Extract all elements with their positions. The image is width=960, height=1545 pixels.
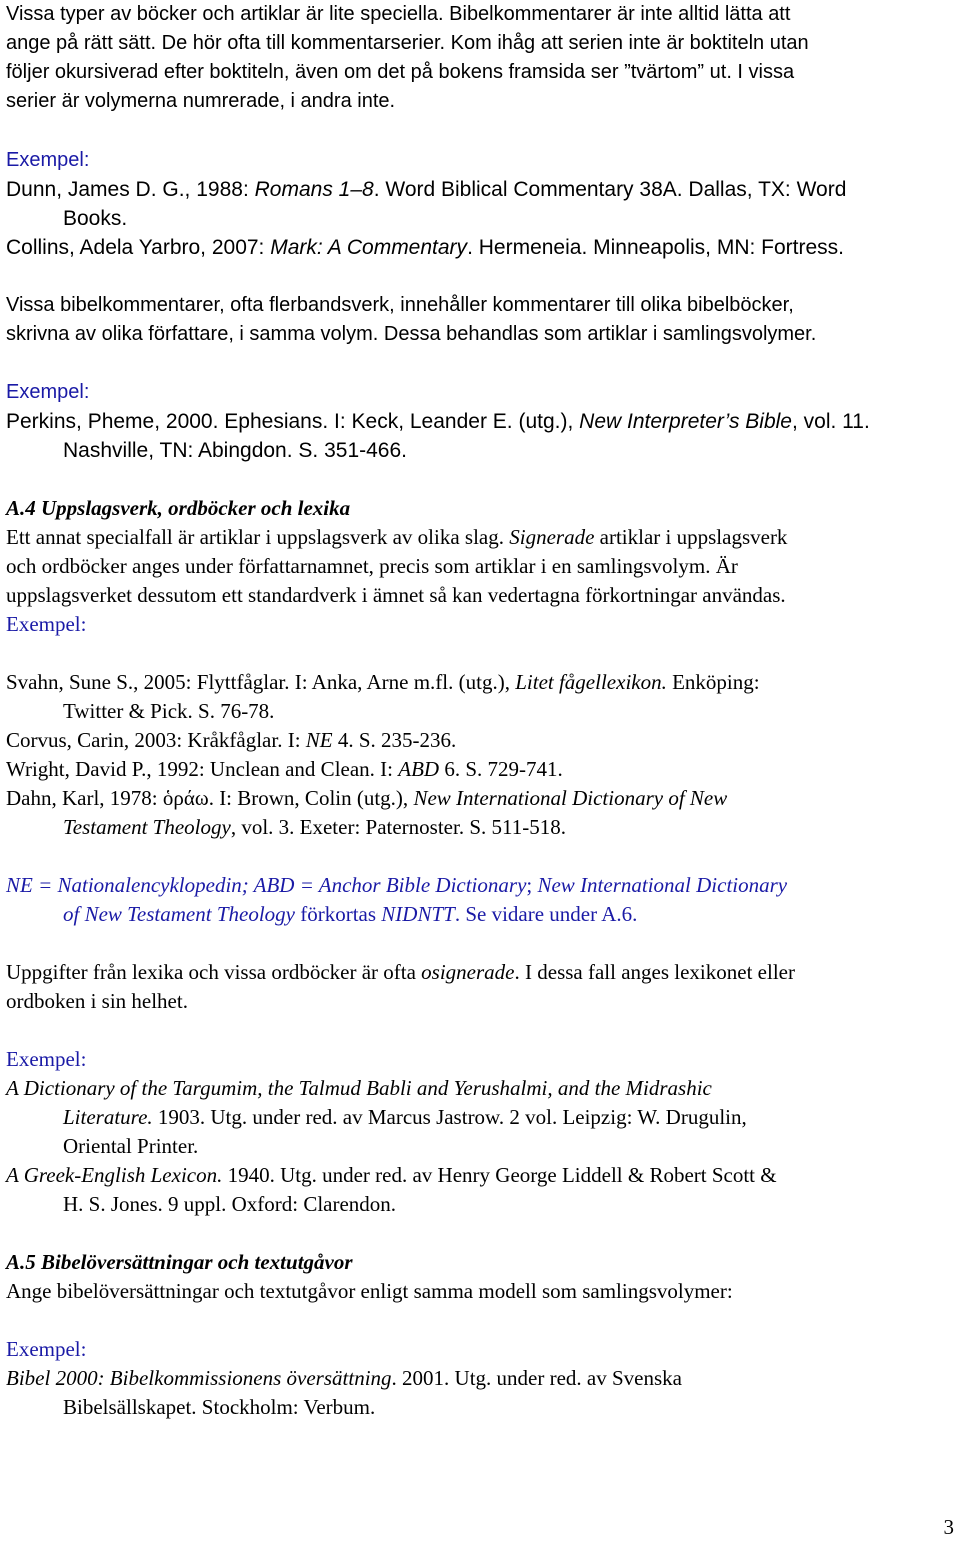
abbr-text: förkortas [294, 902, 382, 926]
reference-jastrow [6, 1074, 954, 1161]
paragraph-line: skrivna av olika författare, i samma volym. Dessa behandlas som artiklar i samlingsvolymer. [6, 323, 817, 345]
intro-line: Vissa typer av böcker och artiklar är lite speciella. Bibelkommentarer är inte alltid lätta att [6, 3, 791, 25]
ref-text: 6. S. 729-741. [439, 757, 563, 781]
ref-text: 1903. Utg. under red. av Marcus Jastrow. 2 vol. Leipzig: W. Drugulin, [152, 1105, 747, 1129]
ref-text: Nashville, TN: Abingdon. S. 351-466. [63, 439, 407, 462]
text: . I dessa fall anges lexikonet eller [514, 960, 795, 984]
ref-title: Literature. [63, 1105, 153, 1129]
ref-text: Books. [63, 207, 128, 230]
section-a5-paragraph: Ange bibelöversättningar och textutgåvor enligt samma modell som samlingsvolymer: [6, 1279, 733, 1303]
reference-wright [6, 755, 954, 784]
abbr-text: NE = Nationalencyklopedin; ABD = Anchor Bible Dictionary [6, 873, 527, 897]
ref-text: . Hermeneia. Minneapolis, MN: Fortress. [467, 236, 845, 259]
ref-title: NE [305, 728, 333, 752]
abbreviation-note [6, 871, 954, 929]
intro-line: serier är volymerna numrerade, i andra inte. [6, 90, 396, 112]
abbr-text: NIDNTT [381, 902, 455, 926]
ref-text: 1940. Utg. under red. av Henry George Liddell & Robert Scott & [222, 1163, 777, 1187]
reference-dunn [6, 175, 954, 233]
ref-text: Oriental Printer. [63, 1134, 199, 1158]
ref-title: Testament Theology [63, 815, 231, 839]
reference-lsj [6, 1161, 954, 1219]
paragraph-2 [6, 291, 954, 349]
reference-bibel2000 [6, 1364, 954, 1422]
ref-text: . Word Biblical Commentary 38A. Dallas, TX: Word [373, 178, 847, 201]
ref-text: , vol. 11. [791, 410, 870, 433]
reference-svahn [6, 668, 954, 726]
paragraph-line: och ordböcker anges under författarnamnet, precis som artiklar i en samlingsvolym. Är [6, 554, 738, 578]
intro-paragraph [6, 0, 954, 116]
ref-text: Wright, David P., 1992: Unclean and Clean. I: [6, 757, 399, 781]
ref-text: Perkins, Pheme, 2000. Ephesians. I: Keck, Leander E. (utg.), [6, 410, 580, 433]
text: Ett annat specialfall är artiklar i uppslagsverk av olika slag. [6, 525, 510, 549]
ref-text: Enköping: [666, 670, 760, 694]
ref-text: Corvus, Carin, 2003: Kråkfåglar. I: [6, 728, 306, 752]
page-number: 3 [943, 1515, 954, 1539]
abbr-text: ; [526, 873, 538, 897]
ref-title: A Dictionary of the Targumim, the Talmud Babli and Yerushalmi, and the Midrashic [6, 1076, 712, 1100]
ref-text: Twitter & Pick. S. 76-78. [63, 699, 275, 723]
section-a4-paragraph [6, 523, 954, 610]
ref-text: . 2001. Utg. under red. av Svenska [391, 1366, 682, 1390]
ref-text: , vol. 3. Exeter: Paternoster. S. 511-518. [230, 815, 566, 839]
ref-text: Dunn, James D. G., 1988: [6, 178, 255, 201]
text: artiklar i uppslagsverk [594, 525, 788, 549]
paragraph-line [6, 958, 954, 987]
text-italic: Signerade [509, 525, 595, 549]
text: Uppgifter från lexika och vissa ordböcker är ofta [6, 960, 422, 984]
section-heading-a5: A.5 Bibelöversättningar och textutgåvor [6, 1250, 353, 1274]
ref-text: Svahn, Sune S., 2005: Flyttfåglar. I: Anka, Arne m.fl. (utg.), [6, 670, 516, 694]
ref-title: Bibel 2000: Bibelkommissionens översättning [6, 1366, 392, 1390]
ref-title: New International Dictionary of New [413, 786, 728, 810]
ref-text: 4. S. 235-236. [332, 728, 457, 752]
ref-title: A Greek-English Lexicon. [6, 1163, 223, 1187]
reference-collins [6, 233, 954, 262]
ref-text: H. S. Jones. 9 uppl. Oxford: Clarendon. [63, 1192, 397, 1216]
paragraph-line: uppslagsverket dessutom ett standardverk i ämnet så kan vedertagna förkortningar användas. [6, 583, 786, 607]
ref-text: Dahn, Karl, 1978: ὁράω. I: Brown, Colin (utg.), [6, 786, 414, 810]
abbr-text: of New Testament Theology [63, 902, 295, 926]
reference-dahn [6, 784, 954, 842]
reference-perkins [6, 407, 954, 465]
abbr-text: . Se vidare under A.6. [454, 902, 638, 926]
paragraph-line [6, 523, 954, 552]
paragraph-line: ordboken i sin helhet. [6, 989, 188, 1013]
paragraph-3 [6, 958, 954, 1016]
example-label: Exempel: [6, 612, 87, 636]
ref-text: Bibelsällskapet. Stockholm: Verbum. [63, 1395, 376, 1419]
ref-text: Collins, Adela Yarbro, 2007: [6, 236, 271, 259]
ref-title: Romans 1–8 [254, 178, 374, 201]
ref-title: ABD [398, 757, 440, 781]
example-label: Exempel: [6, 149, 90, 171]
ref-title: Litet fågellexikon. [515, 670, 667, 694]
reference-corvus [6, 726, 954, 755]
intro-line: följer okursiverad efter boktiteln, även om det på bokens framsida ser ”tvärtom” ut. I vissa [6, 61, 795, 83]
ref-title: New Interpreter’s Bible [579, 410, 792, 433]
example-label: Exempel: [6, 381, 90, 403]
text-italic: osignerade [421, 960, 515, 984]
abbr-text: New International Dictionary [537, 873, 788, 897]
ref-title: Mark: A Commentary [270, 236, 468, 259]
section-heading-a4: A.4 Uppslagsverk, ordböcker och lexika [6, 496, 351, 520]
example-label: Exempel: [6, 1047, 87, 1071]
intro-line: ange på rätt sätt. De hör ofta till kommentarserier. Kom ihåg att serien inte är boktiteln utan [6, 32, 809, 54]
example-label: Exempel: [6, 1337, 87, 1361]
paragraph-line: Vissa bibelkommentarer, ofta flerbandsverk, innehåller kommentarer till olika bibelböcker, [6, 294, 794, 316]
